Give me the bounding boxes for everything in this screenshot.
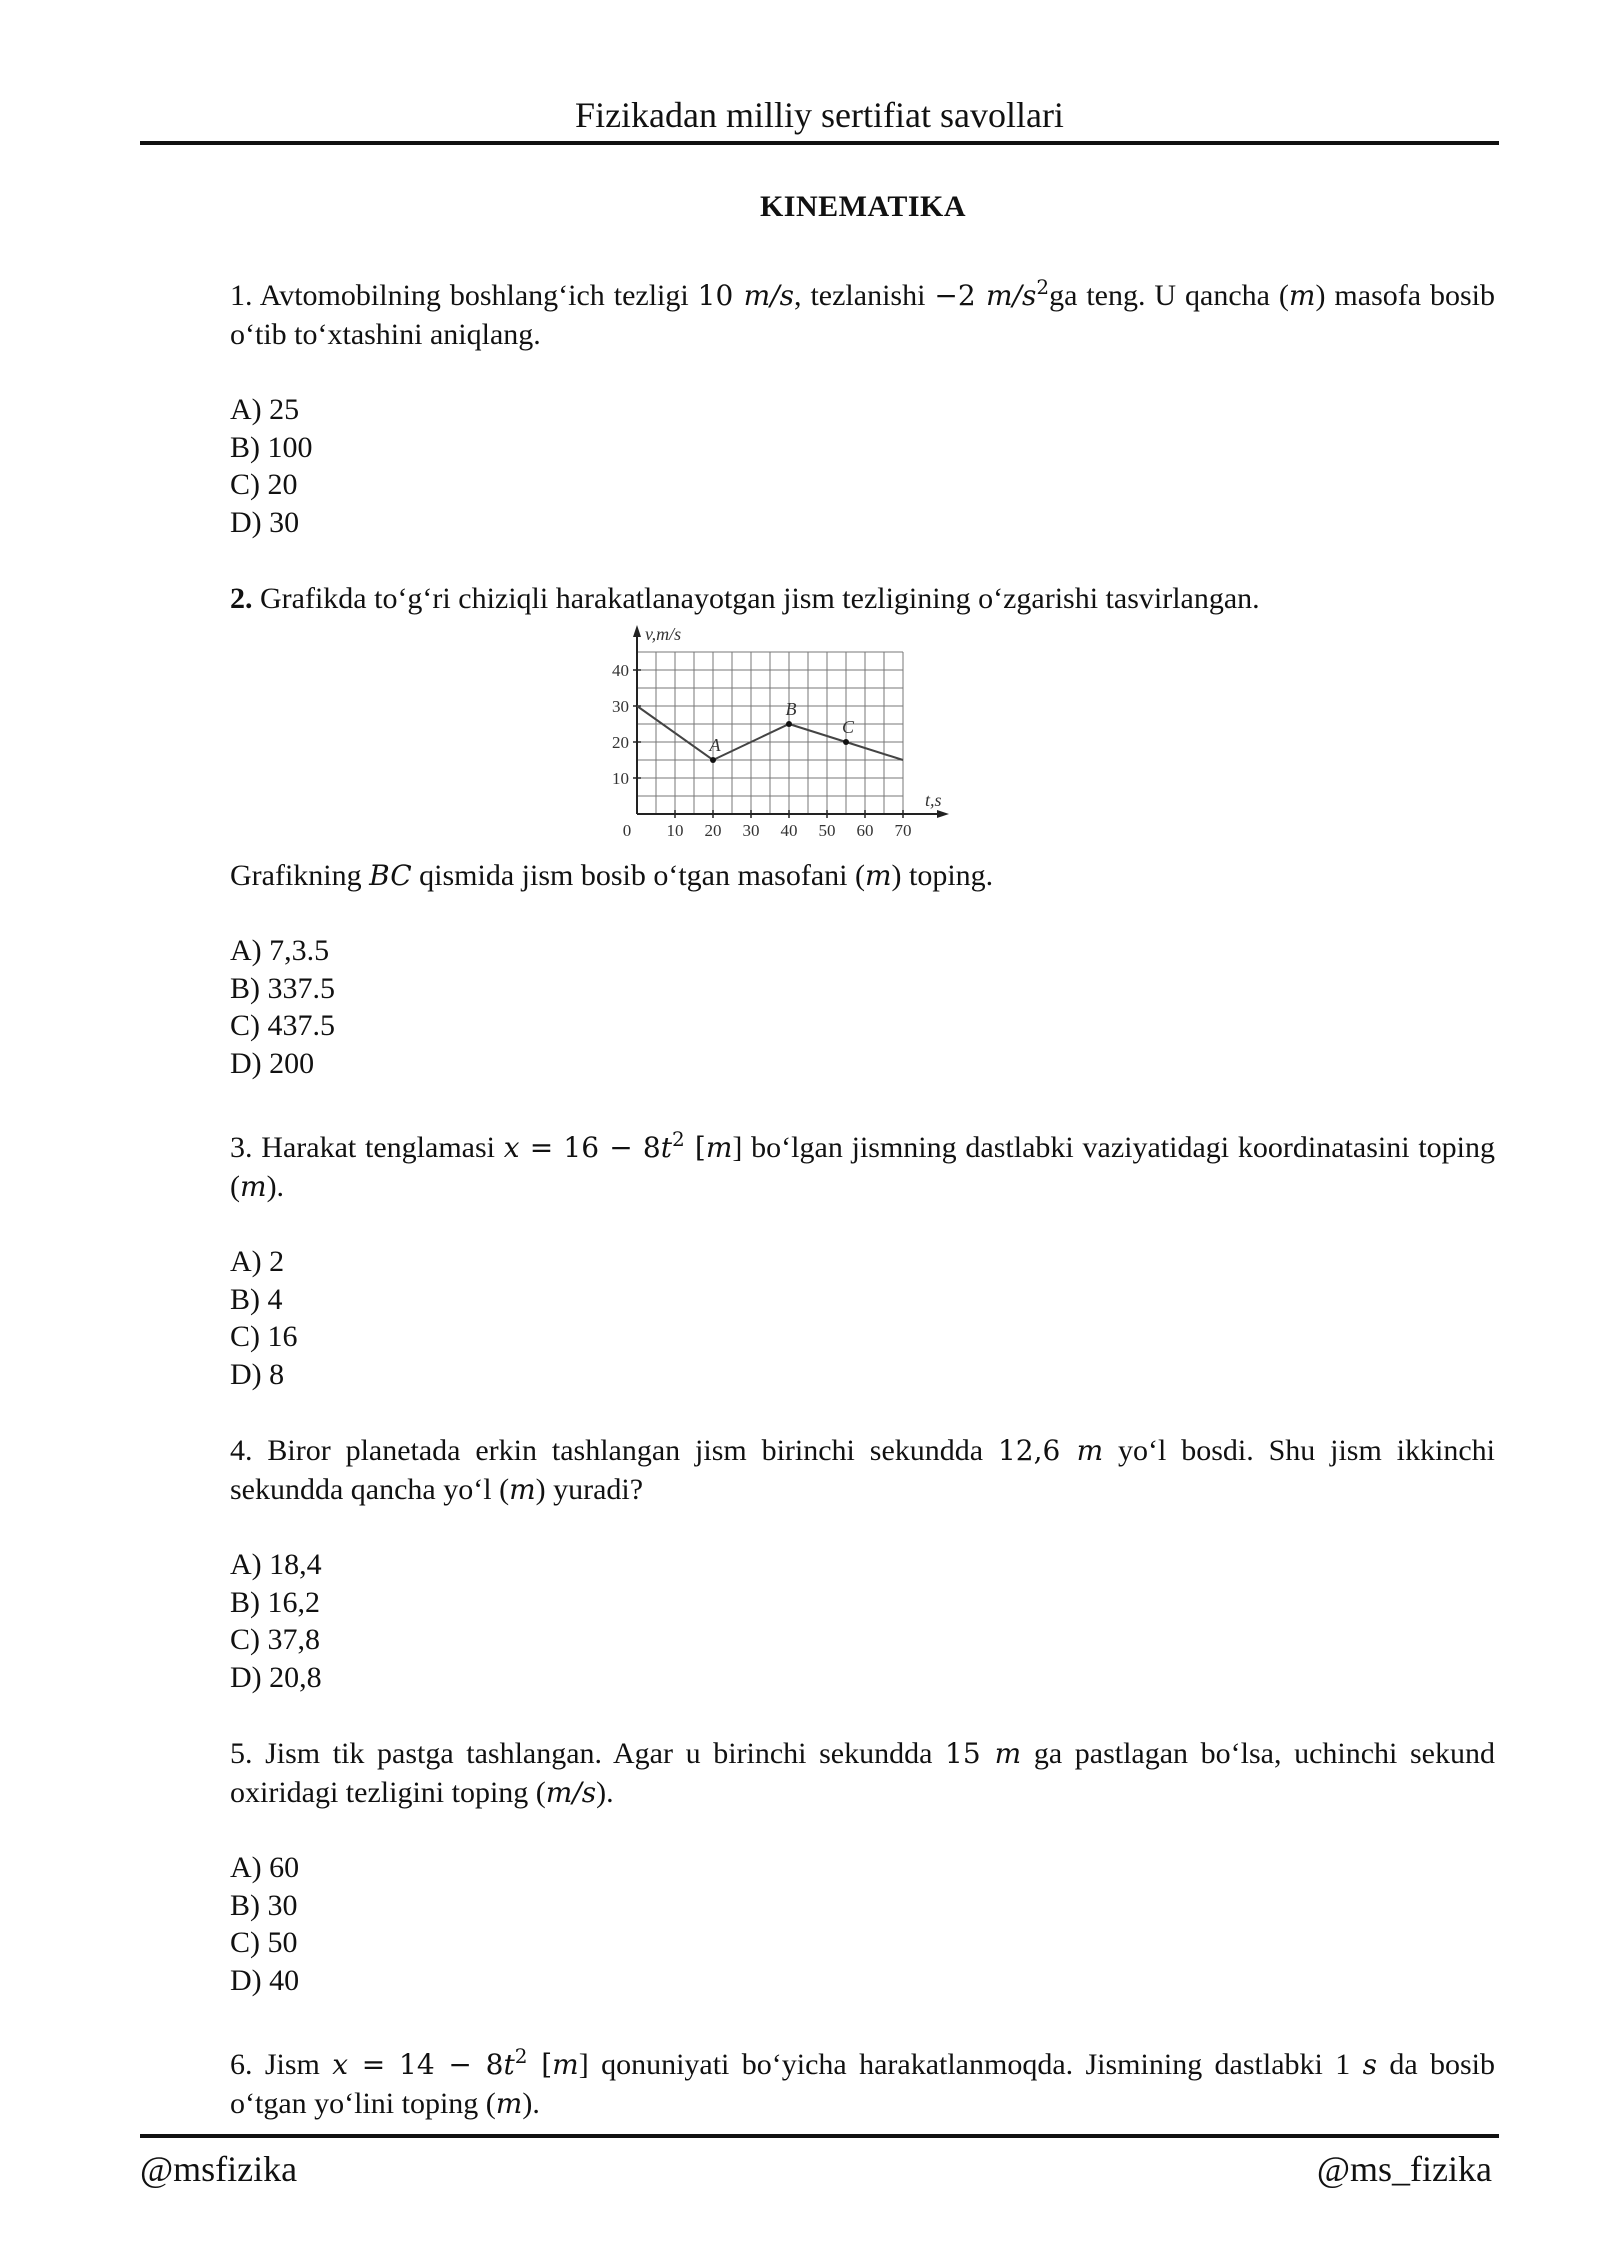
x-axis-label: t,s — [925, 790, 942, 810]
question-5-text: 5. Jism tik pastga tashlangan. Agar u birinchi sekundda 15 m ga pastlagan bo‘lsa, uchinchi sekund oxiridagi tezligini toping (m/s). — [230, 1737, 1495, 1809]
option[interactable]: A) 25 — [230, 393, 300, 426]
option[interactable]: D) 40 — [230, 1963, 300, 1997]
question-2-options — [230, 932, 1495, 1082]
option[interactable]: D) 20,8 — [230, 1660, 322, 1694]
option[interactable]: C) 50 — [230, 1926, 298, 1959]
point-a — [710, 757, 716, 763]
question-4 — [230, 1431, 1495, 1696]
option[interactable]: C) 20 — [230, 468, 298, 501]
x-tick-label: 60 — [856, 821, 874, 840]
page-header: Fizikadan milliy sertifiat savollari — [575, 95, 1064, 135]
x-tick-label: 10 — [666, 821, 684, 840]
option[interactable]: A) 2 — [230, 1245, 285, 1278]
option[interactable]: D) 200 — [230, 1046, 315, 1080]
question-1 — [230, 268, 1495, 541]
y-tick-label: 30 — [612, 697, 629, 716]
x-tick-label: 50 — [818, 821, 836, 840]
header-rule — [140, 141, 1499, 145]
point-c — [843, 739, 849, 745]
x-tick-label: 20 — [704, 821, 722, 840]
question-2 — [230, 579, 1495, 1082]
point-label-b: B — [785, 699, 797, 719]
x-tick-label: 40 — [780, 821, 798, 840]
x-tick-label: 70 — [894, 821, 912, 840]
option[interactable]: B) 30 — [230, 1888, 298, 1922]
question-5 — [230, 1734, 1495, 1999]
question-4-options — [230, 1546, 1495, 1696]
y-tick-label: 10 — [612, 769, 629, 788]
point-label-a: A — [709, 735, 721, 755]
question-4-text: 4. Biror planetada erkin tashlangan jism birinchi sekundda 12,6 m yo‘l bosdi. Shu jism ikkinchi sekundda qancha yo‘l (m) yuradi? — [230, 1434, 1496, 1506]
question-1-options — [230, 391, 1495, 541]
velocity-time-graph — [230, 624, 1495, 850]
velocity-time-chart — [592, 624, 972, 850]
x-tick-label: 0 — [622, 821, 632, 840]
question-2-text: 2. Grafikda to‘g‘ri chiziqli harakatlanayotgan jism tezligining o‘zgarishi tasvirlangan. — [230, 582, 1260, 615]
point-label-c: C — [841, 717, 855, 737]
question-2-text-after: Grafikning BC qismida jism bosib o‘tgan masofani (m) toping. — [230, 859, 994, 892]
option[interactable]: C) 37,8 — [230, 1623, 320, 1656]
question-5-options — [230, 1849, 1495, 1999]
option[interactable]: C) 437.5 — [230, 1009, 335, 1042]
y-axis-label: v,m/s — [645, 624, 682, 644]
option[interactable]: A) 18,4 — [230, 1548, 322, 1581]
option[interactable]: B) 337.5 — [230, 971, 335, 1005]
question-3-text: 3. Harakat tenglamasi $x = 16 - 8t^2$ [m] bo‘lgan jismning dastlabki vaziyatidagi koordinatasini toping (m). — [230, 1127, 1496, 1203]
question-6-text: 6. Jism $x = 14 - 8t^2$ [m] qonuniyati bo‘yicha harakatlanmoqda. Jismining dastlabki 1 s da bosib o‘tgan yo‘lini toping (m). — [230, 2044, 1496, 2120]
option[interactable]: B) 4 — [230, 1282, 283, 1316]
y-axis-arrow — [633, 625, 641, 637]
option[interactable]: D) 30 — [230, 505, 300, 539]
option[interactable]: B) 100 — [230, 430, 313, 464]
y-tick-label: 20 — [612, 733, 629, 752]
question-1-text: 1. Avtomobilning boshlang‘ich tezligi 10 m/s, tezlanishi −2 $m/s^2ga$ teng. U qancha (m) masofa bosib o‘tib to‘xtashini aniqlang. — [230, 275, 1495, 351]
x-tick-label: 30 — [742, 821, 760, 840]
footer-rule — [140, 2134, 1499, 2138]
option[interactable]: C) 16 — [230, 1320, 298, 1353]
questions-content — [230, 268, 1495, 2161]
point-b — [786, 721, 792, 727]
question-6 — [230, 2037, 1495, 2123]
y-tick-label: 40 — [612, 661, 629, 680]
footer-left-handle: @msfizika — [140, 2149, 298, 2189]
option[interactable]: A) 60 — [230, 1851, 300, 1884]
option[interactable]: A) 7,3.5 — [230, 934, 330, 967]
question-3 — [230, 1120, 1495, 1393]
x-axis-arrow — [937, 810, 949, 818]
footer-right-handle: @ms_fizika — [1316, 2149, 1492, 2189]
question-3-options — [230, 1243, 1495, 1393]
option[interactable]: D) 8 — [230, 1357, 285, 1391]
section-title: KINEMATIKA — [759, 190, 967, 223]
option[interactable]: B) 16,2 — [230, 1585, 320, 1619]
